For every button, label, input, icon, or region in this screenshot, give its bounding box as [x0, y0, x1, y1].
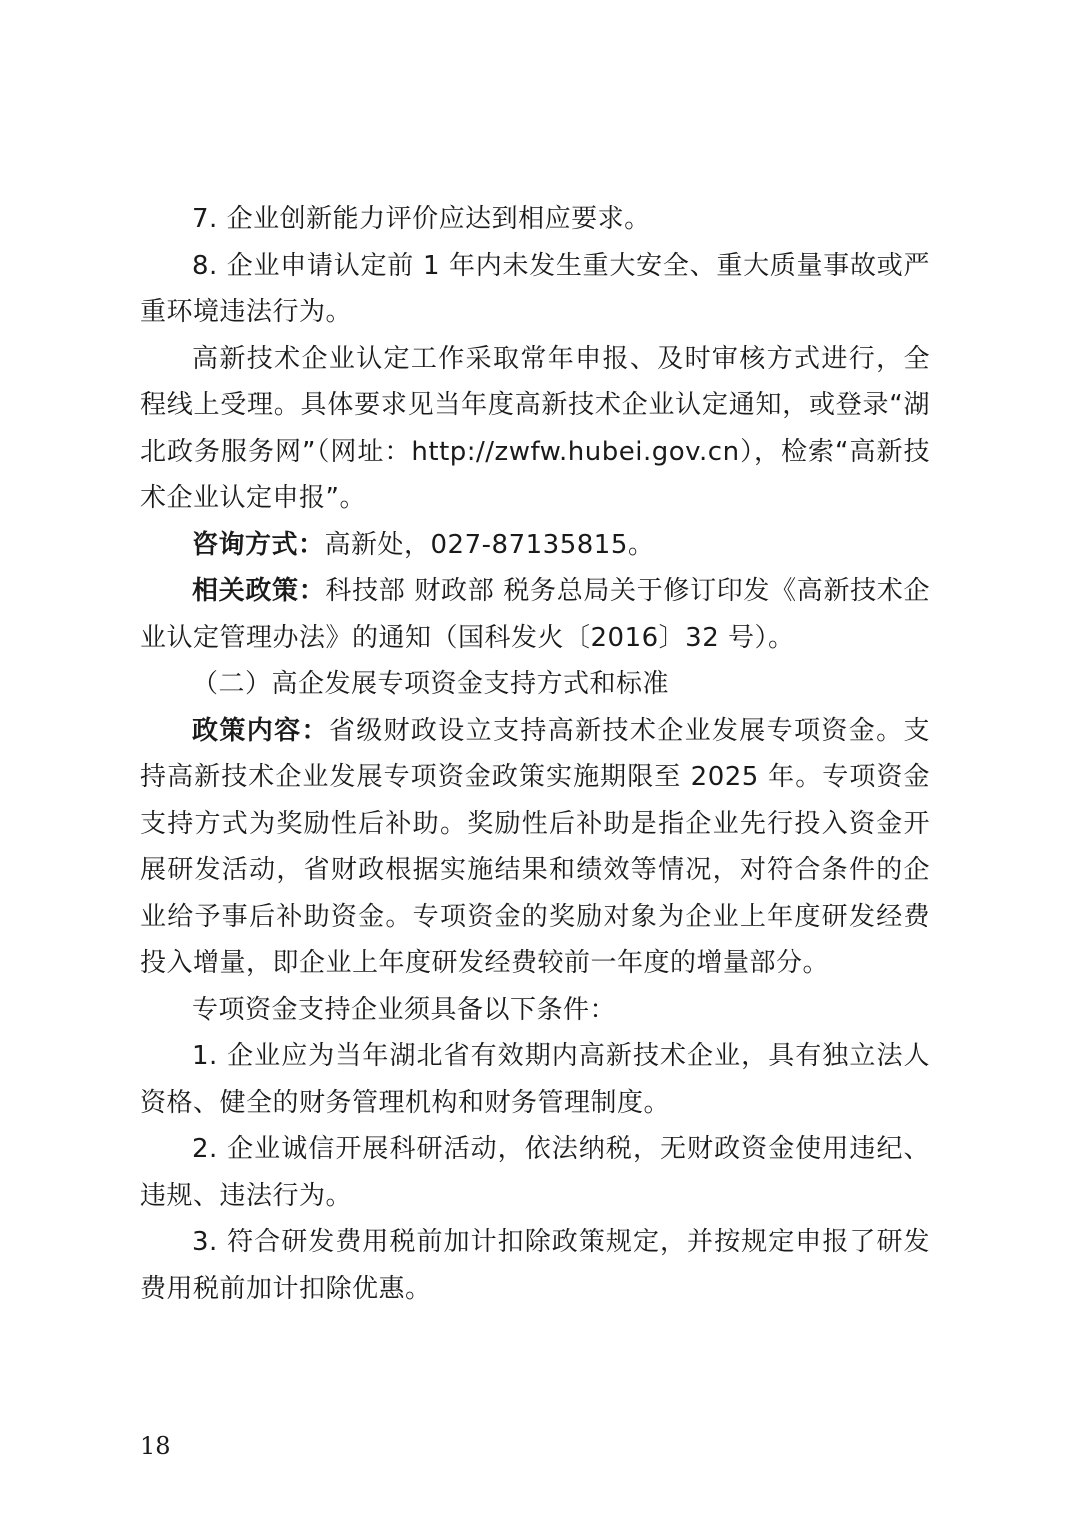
- paragraph-item-8: 8. 企业申请认定前 1 年内未发生重大安全、重大质量事故或严重环境违法行为。: [140, 250, 930, 327]
- paragraph-related-policy: [140, 568, 930, 661]
- section-heading: （二）高企发展专项资金支持方式和标准: [192, 669, 670, 699]
- paragraph-consultation: [140, 522, 930, 569]
- paragraph-policy-content: [140, 708, 930, 987]
- related-policy-label: 相关政策：: [192, 576, 326, 606]
- paragraph-item-7: 7. 企业创新能力评价应达到相应要求。: [192, 204, 651, 234]
- paragraph-condition-3: 3. 符合研发费用税前加计扣除政策规定，并按规定申报了研发费用税前加计扣除优惠。: [140, 1227, 930, 1304]
- consultation-label: 咨询方式：: [192, 529, 325, 560]
- document-body: [140, 196, 930, 1312]
- paragraph-conditions-intro: 专项资金支持企业须具备以下条件：: [192, 994, 617, 1025]
- consultation-text: 高新处，027-87135815。: [324, 529, 655, 560]
- paragraph-application-process: 高新技术企业认定工作采取常年申报、及时审核方式进行，全程线上受理。具体要求见当年度高新技术企业认定通知，或登录“湖北政务服务网”（网址：http://zwfw.hubei.gov.cn），检索“高新技术企业认定申报”。: [140, 343, 930, 513]
- paragraph-condition-2: 2. 企业诚信开展科研活动，依法纳税，无财政资金使用违纪、违规、违法行为。: [140, 1134, 930, 1211]
- related-policy-text: 科技部 财政部 税务总局关于修订印发《高新技术企业认定管理办法》的通知（国科发火〔2016〕32 号）。: [140, 576, 930, 653]
- page-number: 18: [140, 1432, 171, 1460]
- policy-content-label: 政策内容：: [192, 715, 329, 746]
- paragraph-condition-1: 1. 企业应为当年湖北省有效期内高新技术企业，具有独立法人资格、健全的财务管理机构和财务管理制度。: [140, 1041, 930, 1118]
- policy-content-text: 省级财政设立支持高新技术企业发展专项资金。支持高新技术企业发展专项资金政策实施期限至 2025 年。专项资金支持方式为奖励性后补助。奖励性后补助是指企业先行投入资金开展研发活动，省财政根据实施结果和绩效等情况，对符合条件的企业给予事后补助资金。专项资金的奖励对象为企业上年度研发经费投入增量，即企业上年度研发经费较前一年度的增量部分。: [140, 715, 930, 978]
